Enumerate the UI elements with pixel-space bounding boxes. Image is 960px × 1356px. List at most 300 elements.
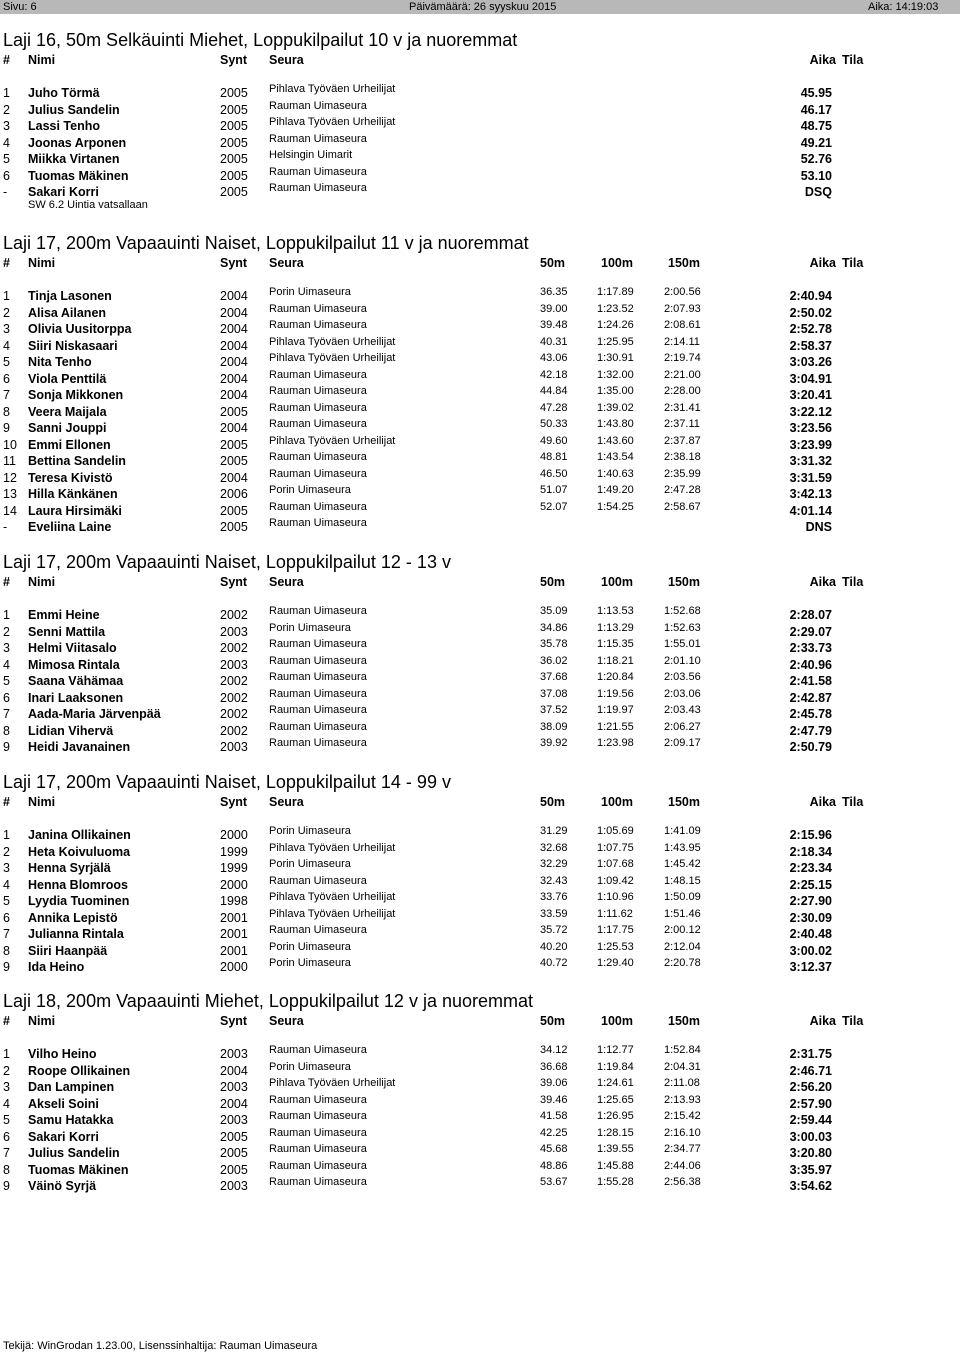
result-row bbox=[0, 720, 960, 740]
split-50m: 52.07 bbox=[540, 500, 568, 513]
split-50m: 37.08 bbox=[540, 687, 568, 700]
split-150m: 2:13.93 bbox=[664, 1093, 701, 1106]
final-time: DSQ bbox=[804, 185, 832, 199]
result-row bbox=[0, 335, 960, 355]
rank-header: # bbox=[3, 53, 10, 67]
column-header bbox=[0, 256, 960, 272]
club-name: Rauman Uimaseura bbox=[269, 704, 367, 716]
swimmer-name: Janina Ollikainen bbox=[28, 828, 131, 842]
final-time: 2:42.87 bbox=[789, 690, 832, 705]
club-name: Rauman Uimaseura bbox=[269, 385, 367, 397]
print-date: Päivämäärä: 26 syyskuu 2015 bbox=[409, 1, 557, 13]
birth-year: 1998 bbox=[220, 894, 248, 908]
birth-year: 2002 bbox=[220, 690, 248, 705]
club-name: Rauman Uimaseura bbox=[269, 1110, 367, 1122]
rank: 1 bbox=[3, 828, 10, 842]
final-time: 2:59.44 bbox=[789, 1113, 832, 1127]
birth-year: 2001 bbox=[220, 910, 248, 925]
birth-year: 2004 bbox=[220, 371, 248, 386]
split-150m: 1:51.46 bbox=[664, 907, 701, 920]
rank: 3 bbox=[3, 322, 10, 336]
split-50m: 39.48 bbox=[540, 319, 568, 331]
result-row bbox=[0, 605, 960, 624]
final-time: 2:28.07 bbox=[789, 608, 832, 622]
result-row bbox=[0, 484, 960, 503]
club-name: Rauman Uimaseura bbox=[269, 874, 367, 887]
result-row bbox=[0, 858, 960, 877]
rank: 7 bbox=[3, 1146, 10, 1160]
split-100m: 1:05.69 bbox=[597, 825, 634, 837]
swimmer-name: Julius Sandelin bbox=[28, 1146, 120, 1160]
split-100m: 1:28.15 bbox=[597, 1126, 634, 1139]
result-row bbox=[0, 149, 960, 168]
split-100m: 1:26.95 bbox=[597, 1110, 634, 1122]
swimmer-name: Lyydia Tuominen bbox=[28, 894, 130, 908]
swimmer-name: Laura Hirsimäki bbox=[28, 503, 122, 518]
club-name: Pihlava Työväen Urheilijat bbox=[269, 434, 396, 447]
birth-year: 2004 bbox=[220, 470, 248, 485]
split-150m: 2:01.10 bbox=[664, 654, 701, 667]
split-100m: 1:43.60 bbox=[597, 434, 634, 447]
result-row bbox=[0, 737, 960, 756]
birth-year: 2000 bbox=[220, 877, 248, 892]
split-50m: 50.33 bbox=[540, 418, 568, 430]
birth-year: 2002 bbox=[220, 723, 248, 738]
final-time: 2:41.58 bbox=[789, 674, 832, 688]
birth-year: 2005 bbox=[220, 1146, 248, 1160]
synt-header: Synt bbox=[220, 795, 248, 809]
result-row bbox=[0, 638, 960, 657]
split-50m: 53.67 bbox=[540, 1176, 568, 1188]
club-name: Porin Uimaseura bbox=[269, 484, 351, 496]
birth-year: 2004 bbox=[220, 338, 248, 353]
rank: 2 bbox=[3, 305, 10, 320]
club-name: Pihlava Työväen Urheilijat bbox=[269, 1077, 396, 1089]
tila-header: Tila bbox=[842, 575, 864, 589]
rank: 3 bbox=[3, 1080, 10, 1094]
club-name: Rauman Uimaseura bbox=[269, 500, 367, 513]
split-100m: 1:24.26 bbox=[597, 319, 634, 331]
result-row bbox=[0, 385, 960, 404]
split100-header: 100m bbox=[601, 575, 633, 589]
swimmer-name: Emmi Ellonen bbox=[28, 437, 111, 452]
club-name: Rauman Uimaseura bbox=[269, 638, 367, 650]
birth-year: 2005 bbox=[220, 404, 248, 419]
split-150m: 2:03.56 bbox=[664, 671, 701, 683]
rank: 5 bbox=[3, 355, 10, 369]
swimmer-name: Akseli Soini bbox=[28, 1096, 99, 1111]
club-name: Rauman Uimaseura bbox=[269, 401, 367, 414]
result-row bbox=[0, 401, 960, 421]
rank: 6 bbox=[3, 168, 10, 183]
split-150m: 2:16.10 bbox=[664, 1126, 701, 1139]
name-header: Nimi bbox=[28, 575, 56, 589]
page-number: Sivu: 6 bbox=[3, 1, 37, 13]
split-50m: 36.68 bbox=[540, 1060, 568, 1073]
final-time: 2:50.02 bbox=[789, 305, 832, 320]
split-50m: 32.43 bbox=[540, 874, 568, 887]
birth-year: 2003 bbox=[220, 624, 248, 639]
split-50m: 33.76 bbox=[540, 891, 568, 903]
final-time: 2:15.96 bbox=[789, 828, 832, 842]
final-time: 45.95 bbox=[800, 86, 832, 100]
rank: 2 bbox=[3, 844, 10, 859]
swimmer-name: Inari Laaksonen bbox=[28, 690, 124, 705]
result-row bbox=[0, 825, 960, 844]
rank: 6 bbox=[3, 910, 10, 925]
final-time: 3:31.32 bbox=[789, 454, 832, 468]
birth-year: 2003 bbox=[220, 1179, 248, 1193]
birth-year: 2003 bbox=[220, 740, 248, 754]
birth-year: 2005 bbox=[220, 119, 248, 133]
club-name: Rauman Uimaseura bbox=[269, 1126, 367, 1139]
birth-year: 2002 bbox=[220, 674, 248, 688]
split-50m: 36.02 bbox=[540, 654, 568, 667]
result-row bbox=[0, 1110, 960, 1129]
final-time: 3:31.59 bbox=[789, 470, 832, 485]
split-100m: 1:54.25 bbox=[597, 500, 634, 513]
final-time: 2:58.37 bbox=[789, 338, 832, 353]
final-time: DNS bbox=[805, 520, 832, 534]
split-100m: 1:49.20 bbox=[597, 484, 634, 496]
result-row bbox=[0, 1093, 960, 1113]
birth-year: 2000 bbox=[220, 828, 248, 842]
final-time: 3:23.56 bbox=[789, 421, 832, 435]
split150-header: 150m bbox=[668, 256, 700, 270]
split-50m: 42.18 bbox=[540, 368, 568, 381]
rank: 5 bbox=[3, 894, 10, 908]
result-row bbox=[0, 891, 960, 910]
swimmer-name: Ida Heino bbox=[28, 960, 85, 974]
swimmer-name: Saana Vähämaa bbox=[28, 674, 124, 688]
split-150m: 2:03.43 bbox=[664, 704, 701, 716]
swimmer-name: Olivia Uusitorppa bbox=[28, 322, 132, 336]
final-time: 46.17 bbox=[800, 102, 832, 117]
split-100m: 1:35.00 bbox=[597, 385, 634, 397]
result-row bbox=[0, 621, 960, 641]
disqualification-note: SW 6.2 Uintia vatsallaan bbox=[28, 199, 148, 211]
split-100m: 1:19.97 bbox=[597, 704, 634, 716]
result-row bbox=[0, 517, 960, 536]
time-header: Aika bbox=[809, 1014, 836, 1028]
time-header: Aika bbox=[809, 575, 836, 589]
split100-header: 100m bbox=[601, 256, 633, 270]
club-name: Rauman Uimaseura bbox=[269, 517, 367, 529]
final-time: 3:35.97 bbox=[789, 1162, 832, 1177]
split-100m: 1:23.52 bbox=[597, 302, 634, 315]
split-100m: 1:13.53 bbox=[597, 605, 634, 617]
club-name: Rauman Uimaseura bbox=[269, 720, 367, 733]
split-50m: 32.29 bbox=[540, 858, 568, 870]
birth-year: 2002 bbox=[220, 707, 248, 721]
swimmer-name: Sakari Korri bbox=[28, 185, 99, 199]
split-150m: 2:06.27 bbox=[664, 720, 701, 733]
split-100m: 1:17.75 bbox=[597, 924, 634, 936]
swimmer-name: Vilho Heino bbox=[28, 1047, 97, 1061]
rank: 9 bbox=[3, 1179, 10, 1193]
split-50m: 48.86 bbox=[540, 1159, 568, 1172]
result-row bbox=[0, 1126, 960, 1146]
rank: 2 bbox=[3, 624, 10, 639]
column-header bbox=[0, 1014, 960, 1030]
swimmer-name: Eveliina Laine bbox=[28, 520, 112, 534]
rank: 14 bbox=[3, 503, 17, 518]
synt-header: Synt bbox=[220, 575, 248, 589]
swimmer-name: Tuomas Mäkinen bbox=[28, 168, 129, 183]
swimmer-name: Väinö Syrjä bbox=[28, 1179, 97, 1193]
split-50m: 43.06 bbox=[540, 352, 568, 364]
birth-year: 2005 bbox=[220, 1162, 248, 1177]
rank: 6 bbox=[3, 690, 10, 705]
rank: 7 bbox=[3, 388, 10, 402]
split100-header: 100m bbox=[601, 795, 633, 809]
birth-year: 2004 bbox=[220, 305, 248, 320]
final-time: 2:40.96 bbox=[789, 657, 832, 672]
club-name: Rauman Uimaseura bbox=[269, 319, 367, 331]
club-name: Rauman Uimaseura bbox=[269, 99, 367, 112]
final-time: 49.21 bbox=[800, 135, 832, 150]
split-150m: 2:14.11 bbox=[664, 335, 700, 348]
footer: Tekijä: WinGrodan 1.23.00, Lisenssinhaltija: Rauman Uimaseura bbox=[3, 1340, 318, 1352]
birth-year: 2002 bbox=[220, 641, 248, 655]
club-header: Seura bbox=[269, 256, 304, 270]
birth-year: 2004 bbox=[220, 421, 248, 435]
club-name: Pihlava Työväen Urheilijat bbox=[269, 907, 396, 920]
birth-year: 2005 bbox=[220, 135, 248, 150]
swimmer-name: Sanni Jouppi bbox=[28, 421, 107, 435]
club-name: Porin Uimaseura bbox=[269, 825, 351, 837]
birth-year: 2005 bbox=[220, 437, 248, 452]
result-row bbox=[0, 352, 960, 371]
name-header: Nimi bbox=[28, 53, 56, 67]
birth-year: 2004 bbox=[220, 388, 248, 402]
rank: 12 bbox=[3, 470, 17, 485]
split-150m: 2:08.61 bbox=[664, 319, 701, 331]
club-header: Seura bbox=[269, 575, 304, 589]
tila-header: Tila bbox=[842, 795, 864, 809]
result-row bbox=[0, 1044, 960, 1063]
split-50m: 39.46 bbox=[540, 1093, 568, 1106]
split-50m: 39.06 bbox=[540, 1077, 568, 1089]
split-50m: 40.31 bbox=[540, 335, 568, 348]
club-name: Porin Uimaseura bbox=[269, 286, 351, 298]
split-150m: 2:04.31 bbox=[664, 1060, 701, 1073]
split-100m: 1:10.96 bbox=[597, 891, 634, 903]
club-name: Rauman Uimaseura bbox=[269, 165, 367, 178]
split-150m: 2:00.56 bbox=[664, 286, 701, 298]
split-150m: 2:07.93 bbox=[664, 302, 701, 315]
club-name: Pihlava Työväen Urheilijat bbox=[269, 335, 396, 348]
split-100m: 1:43.54 bbox=[597, 451, 634, 463]
result-row bbox=[0, 841, 960, 861]
swimmer-name: Tinja Lasonen bbox=[28, 289, 112, 303]
split-100m: 1:29.40 bbox=[597, 957, 634, 969]
rank: 2 bbox=[3, 102, 10, 117]
final-time: 2:33.73 bbox=[789, 641, 832, 655]
split-50m: 39.92 bbox=[540, 737, 568, 749]
result-row bbox=[0, 671, 960, 690]
club-name: Pihlava Työväen Urheilijat bbox=[269, 352, 396, 364]
event-title: Laji 18, 200m Vapaauinti Miehet, Loppukilpailut 12 v ja nuoremmat bbox=[3, 991, 533, 1011]
final-time: 2:40.94 bbox=[789, 289, 832, 303]
birth-year: 2000 bbox=[220, 960, 248, 974]
swimmer-name: Helmi Viitasalo bbox=[28, 641, 117, 655]
split-50m: 51.07 bbox=[540, 484, 568, 496]
split-150m: 1:41.09 bbox=[664, 825, 701, 837]
birth-year: 2004 bbox=[220, 355, 248, 369]
time-header: Aika bbox=[809, 53, 836, 67]
split-50m: 37.68 bbox=[540, 671, 568, 683]
split-150m: 1:50.09 bbox=[664, 891, 701, 903]
split-50m: 39.00 bbox=[540, 302, 568, 315]
club-header: Seura bbox=[269, 53, 304, 67]
split-100m: 1:23.98 bbox=[597, 737, 634, 749]
birth-year: 2005 bbox=[220, 185, 248, 199]
split-50m: 34.86 bbox=[540, 621, 568, 634]
column-header bbox=[0, 53, 960, 69]
result-row bbox=[0, 451, 960, 470]
result-row bbox=[0, 500, 960, 520]
final-time: 2:50.79 bbox=[789, 740, 832, 754]
club-name: Rauman Uimaseura bbox=[269, 654, 367, 667]
club-name: Rauman Uimaseura bbox=[269, 418, 367, 430]
swimmer-name: Sakari Korri bbox=[28, 1129, 99, 1144]
event-title: Laji 17, 200m Vapaauinti Naiset, Loppukilpailut 12 - 13 v bbox=[3, 552, 451, 572]
club-name: Rauman Uimaseura bbox=[269, 467, 367, 480]
rank-header: # bbox=[3, 256, 10, 270]
name-header: Nimi bbox=[28, 256, 56, 270]
rank: 13 bbox=[3, 487, 17, 501]
rank: 3 bbox=[3, 119, 10, 133]
club-name: Pihlava Työväen Urheilijat bbox=[269, 116, 396, 128]
result-row bbox=[0, 418, 960, 437]
result-row bbox=[0, 654, 960, 674]
birth-year: 2003 bbox=[220, 1080, 248, 1094]
split-50m: 35.78 bbox=[540, 638, 568, 650]
result-row bbox=[0, 687, 960, 707]
swimmer-name: Samu Hatakka bbox=[28, 1113, 114, 1127]
split-50m: 33.59 bbox=[540, 907, 568, 920]
swimmer-name: Siiri Haanpää bbox=[28, 943, 108, 958]
swimmer-name: Alisa Ailanen bbox=[28, 305, 107, 320]
birth-year: 1999 bbox=[220, 861, 248, 875]
swimmer-name: Heta Koivuluoma bbox=[28, 844, 131, 859]
print-time: Aika: 14:19:03 bbox=[868, 1, 939, 13]
swimmer-name: Henna Blomroos bbox=[28, 877, 129, 892]
rank: 1 bbox=[3, 86, 10, 100]
split-50m: 41.58 bbox=[540, 1110, 568, 1122]
split-150m: 1:55.01 bbox=[664, 638, 701, 650]
club-name: Rauman Uimaseura bbox=[269, 737, 367, 749]
final-time: 2:57.90 bbox=[789, 1096, 832, 1111]
split-150m: 1:52.68 bbox=[664, 605, 701, 617]
swimmer-name: Joonas Arponen bbox=[28, 135, 127, 150]
rank: - bbox=[3, 520, 8, 534]
club-name: Rauman Uimaseura bbox=[269, 132, 367, 145]
event-title: Laji 16, 50m Selkäuinti Miehet, Loppukilpailut 10 v ja nuoremmat bbox=[3, 30, 518, 50]
club-name: Rauman Uimaseura bbox=[269, 924, 367, 936]
final-time: 52.76 bbox=[800, 152, 832, 166]
birth-year: 2004 bbox=[220, 289, 248, 303]
rank-header: # bbox=[3, 795, 10, 809]
swimmer-name: Siiri Niskasaari bbox=[28, 338, 118, 353]
result-row bbox=[0, 1143, 960, 1162]
final-time: 2:52.78 bbox=[789, 322, 832, 336]
final-time: 2:40.48 bbox=[789, 927, 832, 941]
swimmer-name: Roope Ollikainen bbox=[28, 1063, 131, 1078]
split-50m: 42.25 bbox=[540, 1126, 568, 1139]
rank: 10 bbox=[3, 437, 17, 452]
swimmer-name: Miikka Virtanen bbox=[28, 152, 120, 166]
rank: 2 bbox=[3, 1063, 10, 1078]
split-150m: 2:38.18 bbox=[664, 451, 701, 463]
club-name: Pihlava Työväen Urheilijat bbox=[269, 891, 396, 903]
swimmer-name: Lassi Tenho bbox=[28, 119, 101, 133]
synt-header: Synt bbox=[220, 1014, 248, 1028]
result-row bbox=[0, 302, 960, 322]
swimmer-name: Julianna Rintala bbox=[28, 927, 124, 941]
swimmer-name: Bettina Sandelin bbox=[28, 454, 126, 468]
split150-header: 150m bbox=[668, 1014, 700, 1028]
swimmer-name: Annika Lepistö bbox=[28, 910, 118, 925]
split-100m: 1:07.68 bbox=[597, 858, 634, 870]
split50-header: 50m bbox=[540, 575, 566, 589]
club-header: Seura bbox=[269, 795, 304, 809]
final-time: 2:47.79 bbox=[789, 723, 832, 738]
split-100m: 1:11.62 bbox=[597, 907, 633, 920]
rank: 8 bbox=[3, 943, 10, 958]
rank: 3 bbox=[3, 861, 10, 875]
column-header bbox=[0, 575, 960, 591]
result-row bbox=[0, 957, 960, 976]
final-time: 3:04.91 bbox=[789, 371, 832, 386]
birth-year: 2006 bbox=[220, 487, 248, 501]
final-time: 2:45.78 bbox=[789, 707, 832, 721]
club-name: Porin Uimaseura bbox=[269, 858, 351, 870]
split-50m: 34.12 bbox=[540, 1044, 568, 1056]
result-row bbox=[0, 368, 960, 388]
rank: 4 bbox=[3, 1096, 10, 1111]
split-100m: 1:18.21 bbox=[597, 654, 634, 667]
split-150m: 2:00.12 bbox=[664, 924, 701, 936]
final-time: 3:00.02 bbox=[789, 943, 832, 958]
club-name: Porin Uimaseura bbox=[269, 621, 351, 634]
result-row bbox=[0, 99, 960, 119]
final-time: 3:03.26 bbox=[789, 355, 832, 369]
result-row bbox=[0, 319, 960, 338]
swimmer-name: Teresa Kivistö bbox=[28, 470, 113, 485]
swimmer-name: Nita Tenho bbox=[28, 355, 92, 369]
name-header: Nimi bbox=[28, 1014, 56, 1028]
club-name: Pihlava Työväen Urheilijat bbox=[269, 841, 396, 854]
split-100m: 1:13.29 bbox=[597, 621, 634, 634]
split-150m: 2:19.74 bbox=[664, 352, 701, 364]
split100-header: 100m bbox=[601, 1014, 633, 1028]
club-name: Rauman Uimaseura bbox=[269, 1159, 367, 1172]
rank: 6 bbox=[3, 1129, 10, 1144]
swimmer-name: Aada-Maria Järvenpää bbox=[28, 707, 161, 721]
split-100m: 1:32.00 bbox=[597, 368, 634, 381]
final-time: 2:18.34 bbox=[789, 844, 832, 859]
rank: 5 bbox=[3, 1113, 10, 1127]
birth-year: 2005 bbox=[220, 168, 248, 183]
birth-year: 2001 bbox=[220, 943, 248, 958]
result-row bbox=[0, 165, 960, 185]
club-name: Porin Uimaseura bbox=[269, 957, 351, 969]
rank: 7 bbox=[3, 927, 10, 941]
time-header: Aika bbox=[809, 795, 836, 809]
rank-header: # bbox=[3, 1014, 10, 1028]
